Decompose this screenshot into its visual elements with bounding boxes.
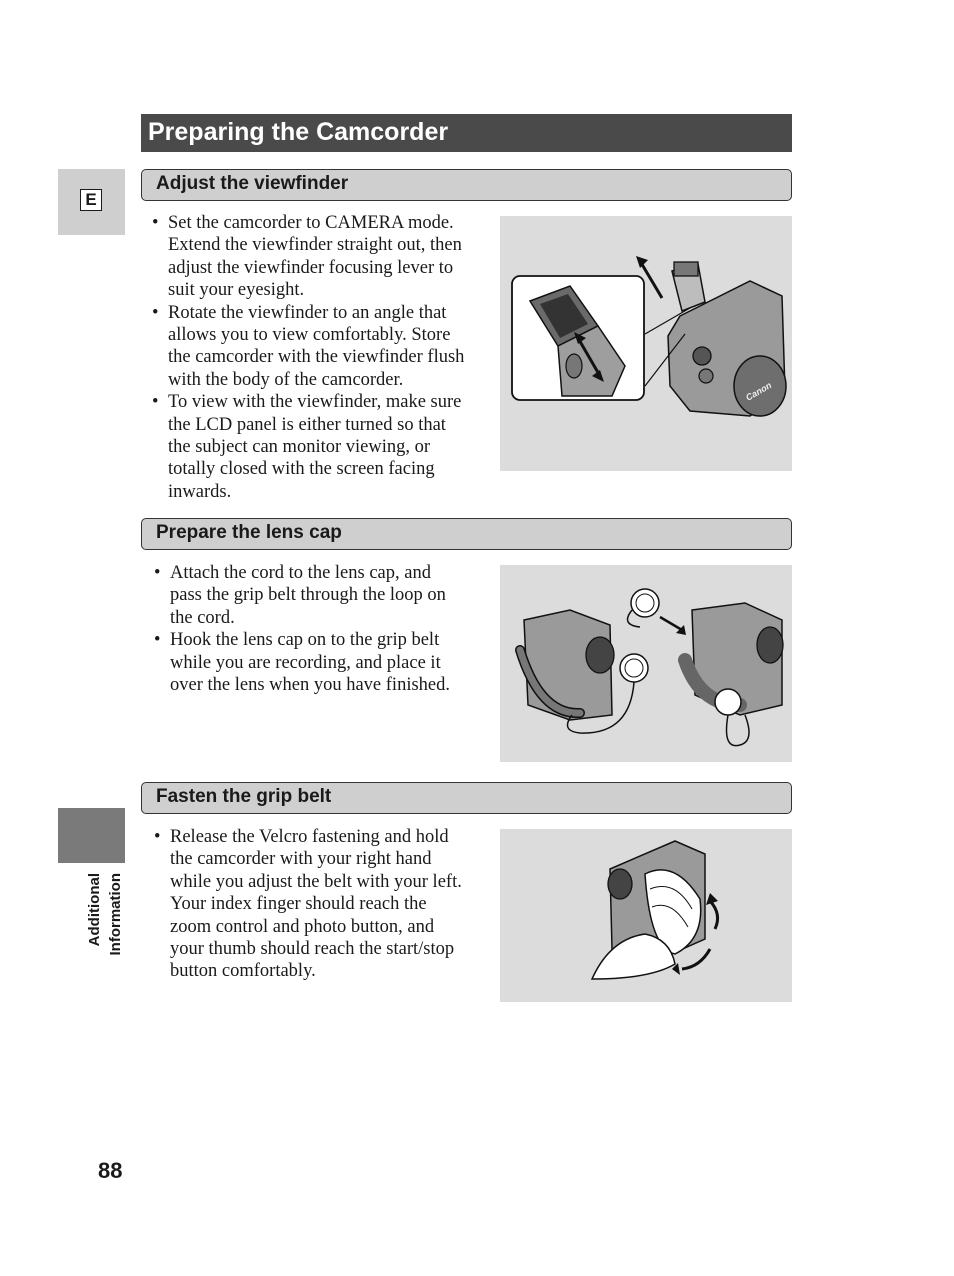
side-tab-marker	[58, 808, 125, 863]
list-item: • Attach the cord to the lens cap, and pass the grip belt through the loop on the cord.	[152, 562, 492, 629]
page-title: Preparing the Camcorder	[141, 114, 792, 152]
list-item: • Set the camcorder to CAMERA mode. Extend the viewfinder straight out, then adjust the viewfinder focusing lever to suit your eyesight.	[150, 212, 490, 302]
side-tab-label	[84, 873, 128, 973]
language-tab	[58, 169, 125, 235]
list-item: • Release the Velcro fastening and hold the camcorder with your right hand while you adjust the belt with your left. Your index finger should reach the zoom control and photo button, and your thumb should reach the start/stop button comfortably.	[152, 826, 492, 983]
section-heading-lens-cap: Prepare the lens cap	[141, 518, 792, 550]
list-item: • Hook the lens cap on to the grip belt while you are recording, and place it over the lens when you have finished.	[152, 629, 492, 696]
viewfinder-illustration	[500, 216, 792, 471]
viewfinder-instructions	[150, 212, 490, 503]
brand-logo-text: Canon	[744, 380, 774, 403]
side-tab-label-line: Additional	[86, 873, 103, 947]
side-tab-label-line: Information	[107, 873, 124, 956]
lens-cap-instructions	[152, 562, 492, 696]
section-heading-viewfinder: Adjust the viewfinder	[141, 169, 792, 201]
list-item: • To view with the viewfinder, make sure the LCD panel is either turned so that the subject can monitor viewing, or totally closed with the screen facing inwards.	[150, 391, 490, 503]
grip-belt-illustration	[500, 829, 792, 1002]
section-heading-grip-belt: Fasten the grip belt	[141, 782, 792, 814]
page-number: 88	[98, 1158, 123, 1183]
list-item: • Rotate the viewfinder to an angle that allows you to view comfortably. Store the camcorder with the viewfinder flush with the body of the camcorder.	[150, 302, 490, 392]
grip-belt-instructions	[152, 826, 492, 983]
lens-cap-illustration	[500, 565, 792, 762]
language-tab-label: E	[80, 189, 102, 211]
